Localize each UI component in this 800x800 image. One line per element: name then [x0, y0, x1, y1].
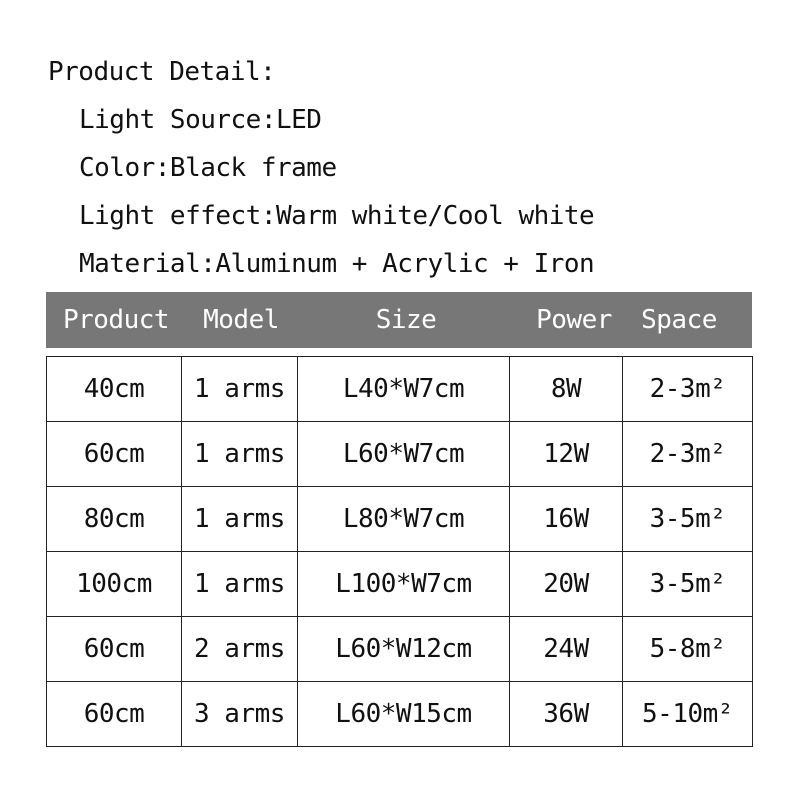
- detail-color: Color:Black frame: [79, 153, 337, 183]
- table-row: [47, 422, 753, 487]
- cell-space: 3-5m²: [623, 552, 753, 617]
- header-space: Space: [641, 305, 717, 335]
- product-details: [48, 48, 768, 288]
- cell-size: L80*W7cm: [298, 487, 510, 552]
- cell-space: 5-8m²: [623, 617, 753, 682]
- cell-product: 100cm: [47, 552, 182, 617]
- header-power: Power: [536, 305, 612, 335]
- header-model: Model: [203, 305, 279, 335]
- table-row: [47, 552, 753, 617]
- cell-product: 60cm: [47, 682, 182, 747]
- cell-model: 1 arms: [182, 552, 298, 617]
- table-row: [47, 357, 753, 422]
- detail-light-effect: Light effect:Warm white/Cool white: [79, 201, 595, 231]
- cell-space: 5-10m²: [623, 682, 753, 747]
- cell-product: 40cm: [47, 357, 182, 422]
- header-product: Product: [62, 305, 170, 335]
- cell-model: 1 arms: [182, 357, 298, 422]
- table-row: [47, 617, 753, 682]
- product-detail-title: Product Detail:: [48, 57, 276, 87]
- header-size: Size: [375, 305, 437, 335]
- cell-product: 80cm: [47, 487, 182, 552]
- cell-power: 12W: [510, 422, 623, 487]
- cell-size: L60*W15cm: [298, 682, 510, 747]
- detail-light-source: Light Source:LED: [79, 105, 322, 135]
- cell-size: L60*W12cm: [298, 617, 510, 682]
- cell-power: 16W: [510, 487, 623, 552]
- cell-product: 60cm: [47, 617, 182, 682]
- cell-space: 2-3m²: [623, 357, 753, 422]
- cell-model: 3 arms: [182, 682, 298, 747]
- cell-size: L60*W7cm: [298, 422, 510, 487]
- cell-model: 2 arms: [182, 617, 298, 682]
- cell-power: 24W: [510, 617, 623, 682]
- detail-material: Material:Aluminum + Acrylic + Iron: [79, 249, 595, 279]
- cell-power: 36W: [510, 682, 623, 747]
- table-header: [46, 292, 752, 348]
- spec-table: [46, 356, 753, 747]
- cell-space: 3-5m²: [623, 487, 753, 552]
- cell-power: 20W: [510, 552, 623, 617]
- cell-product: 60cm: [47, 422, 182, 487]
- cell-space: 2-3m²: [623, 422, 753, 487]
- table-row: [47, 682, 753, 747]
- table-row: [47, 487, 753, 552]
- cell-size: L40*W7cm: [298, 357, 510, 422]
- cell-power: 8W: [510, 357, 623, 422]
- cell-model: 1 arms: [182, 487, 298, 552]
- cell-size: L100*W7cm: [298, 552, 510, 617]
- cell-model: 1 arms: [182, 422, 298, 487]
